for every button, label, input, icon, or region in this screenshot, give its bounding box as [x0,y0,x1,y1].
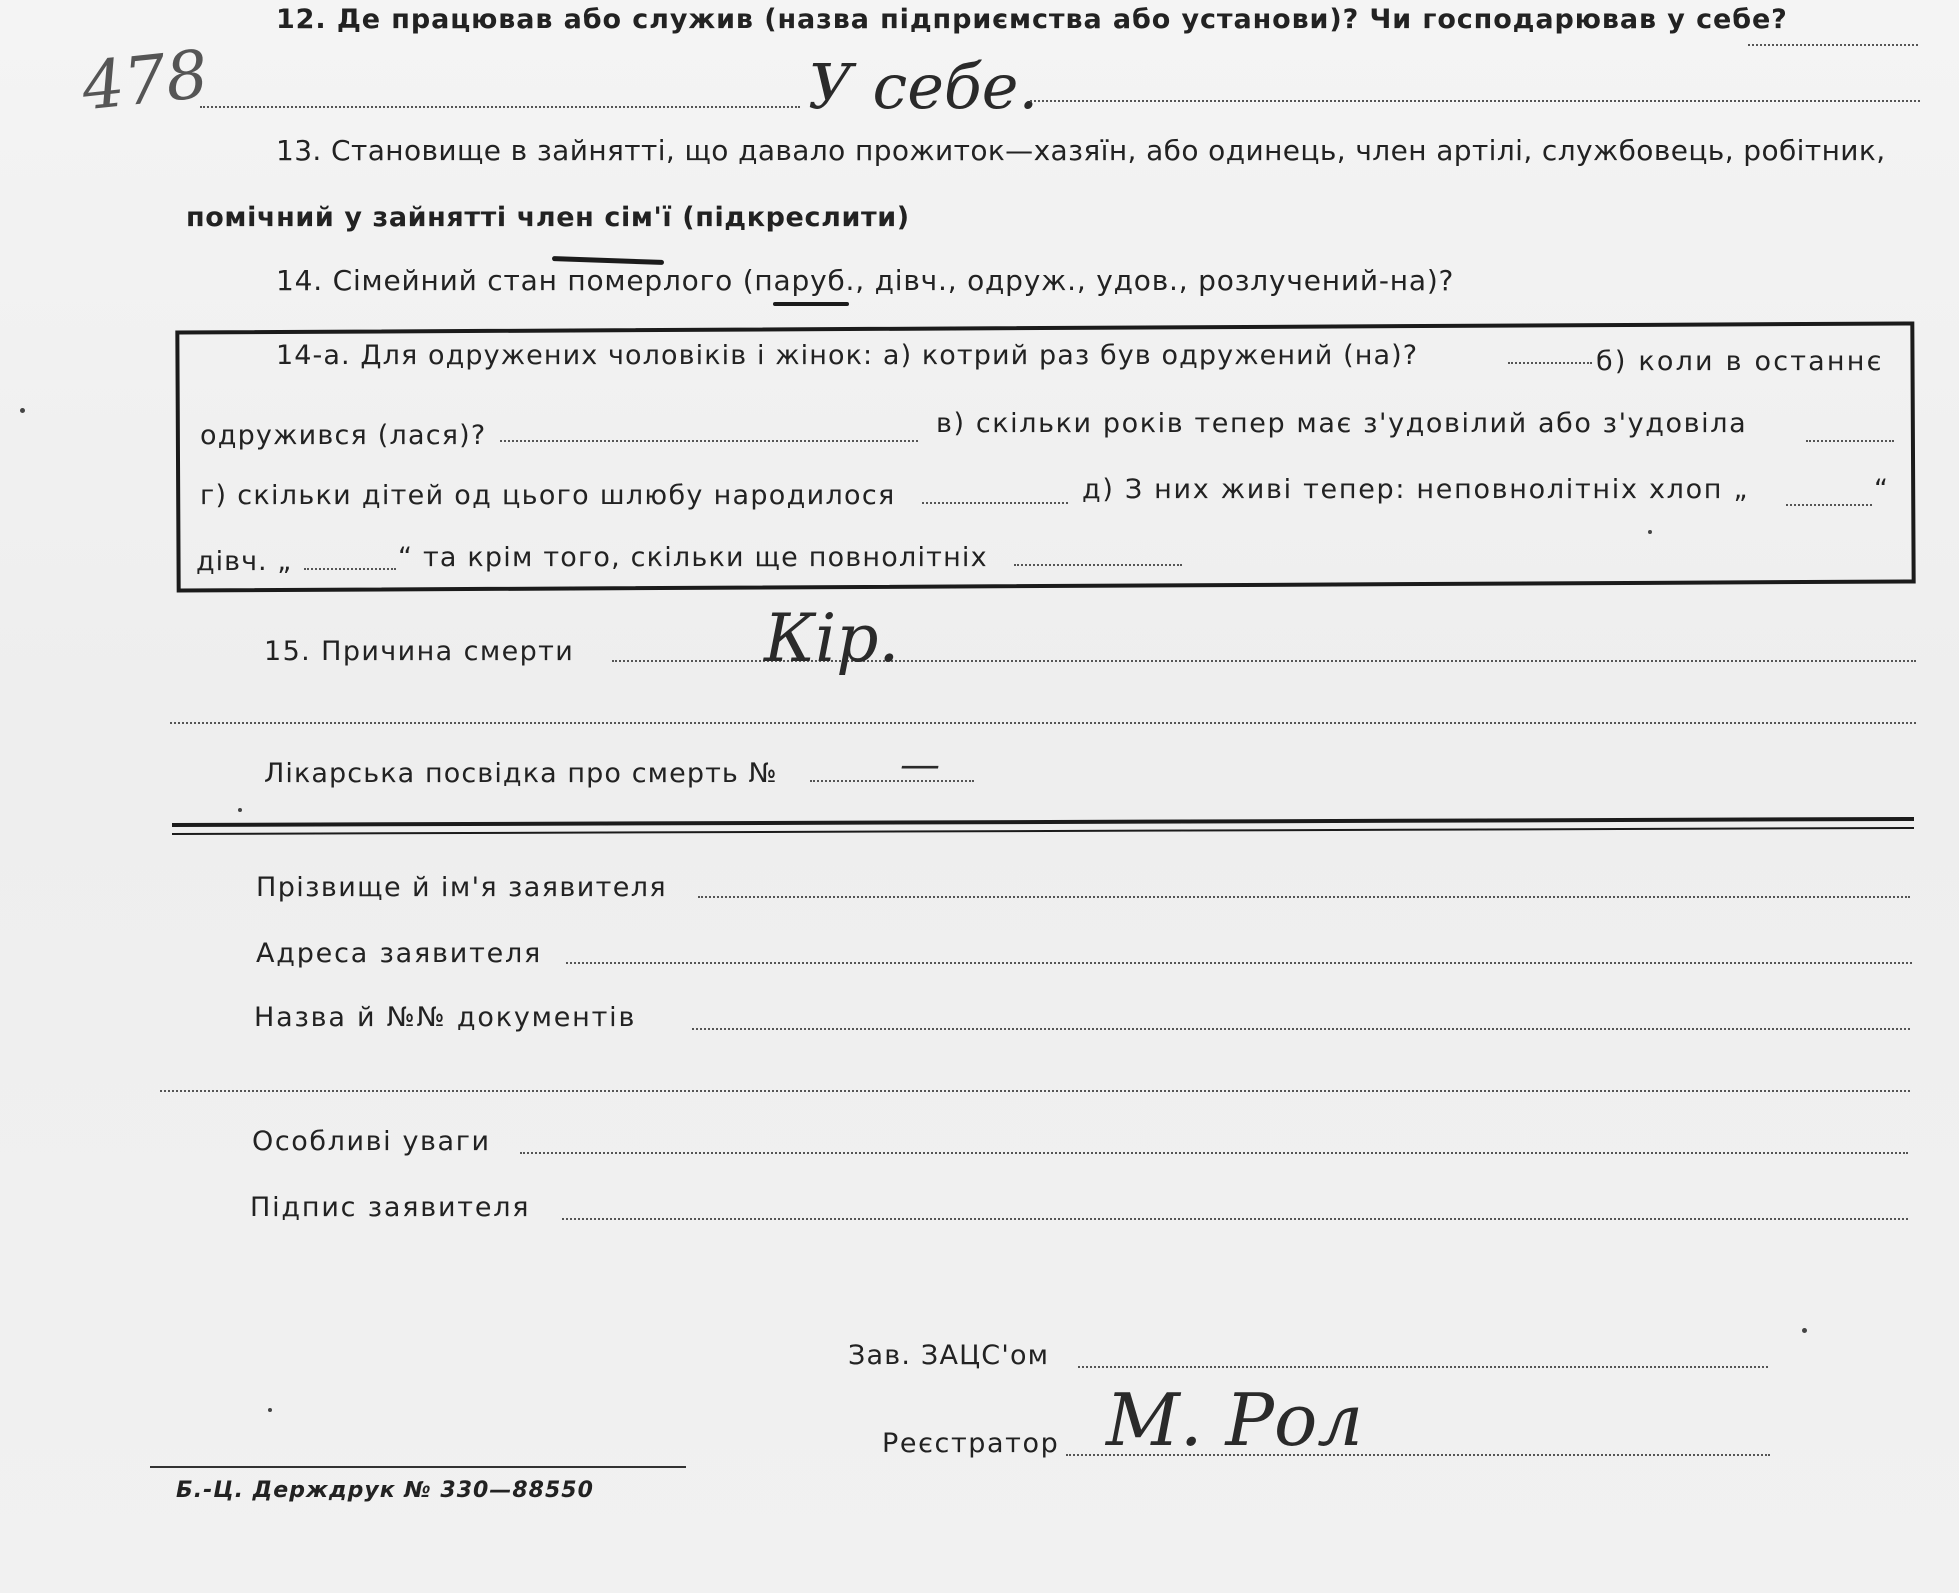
paper-speck [20,408,25,413]
applicant-name-label: Прізвище й ім'я заявителя [256,872,668,903]
q14-underline-mark [773,302,849,306]
q14a-line1-a: 14-а. Для одружених чоловіків і жінок: а) котрий раз був одружений (на)? [276,340,1419,371]
q14a-line3-dots-end [1786,504,1872,506]
q14a-line3-dots [922,502,1068,504]
applicant-address-dots [566,962,1912,964]
q13-line1: 13. Становище в зайнятті, що давало прожиток—хазяїн, або одинець, член артілі, службовець, робітник, [276,134,1886,167]
q14a-line4-dots [304,568,396,570]
q15-label: 15. Причина смерти [264,636,575,667]
medical-answer: — [900,742,940,788]
applicant-docs-dots-line2 [160,1090,1910,1092]
q13-line2: помічний у зайнятті член сім'ї (підкреслити) [186,202,910,233]
q14a-line2-b: в) скільки років тепер має з'удовілий або з'удовіла [936,408,1748,439]
applicant-docs-label: Назва й №№ документів [254,1002,637,1033]
section-divider-bottom [172,827,1914,835]
medical-label: Лікарська посвідка про смерть № [264,758,778,789]
q12-label: 12. Де працював або служив (назва підприємства або установи)? Чи господарював у себе? [276,4,1788,35]
office-registrar-label: Реєстратор [882,1428,1060,1459]
applicant-notes-dots [520,1152,1908,1154]
q15-answer: Кір. [764,600,900,677]
q12-margin-note: 478 [78,35,212,126]
applicant-address-label: Адреса заявителя [256,938,543,969]
q12-line2-dots-right [1030,100,1920,102]
q14a-line2-a: одружився (лася)? [200,420,487,451]
q12-line2-dots [200,106,800,108]
q14a-line3-c: “ [1874,474,1889,505]
paper-speck [1802,1328,1807,1333]
printer-imprint: Б.-Ц. Держдрук № 330—88550 [176,1478,594,1503]
paper-speck [1648,530,1652,534]
applicant-docs-dots [692,1028,1910,1030]
applicant-notes-label: Особливі уваги [252,1126,491,1157]
applicant-signature-dots [562,1218,1908,1220]
q14a-line1-dots [1508,362,1592,364]
applicant-signature-label: Підпис заявителя [250,1192,531,1223]
q14-label: 14. Сімейний стан померлого (паруб., дівч., одруж., удов., розлучений-на)? [276,264,1455,297]
medical-dots [810,780,974,782]
registrar-signature: М. Рол [1106,1378,1364,1462]
q14a-line4-b: “ та крім того, скільки ще повнолітніх [398,542,988,573]
q15-line2-dots [170,722,1916,724]
section-divider-top [172,817,1914,827]
q14a-line3-a: г) скільки дітей од цього шлюбу народилося [200,480,896,511]
q14a-line4-a: дівч. „ [196,546,293,577]
office-head-label: Зав. ЗАЦС'ом [848,1340,1050,1371]
q14a-line4-dots-end [1014,564,1182,566]
applicant-name-dots [698,896,1910,898]
q14a-line2-dots [500,440,918,442]
paper-speck [268,1408,272,1412]
q14a-line2-dots-end [1806,440,1894,442]
footer-rule [150,1466,686,1468]
q14a-line3-b: д) З них живі тепер: неповнолітніх хлоп „ [1082,474,1750,505]
office-head-dots [1078,1366,1768,1368]
q12-line1-dots [1748,44,1918,46]
q14a-line1-b: б) коли в останнє [1596,346,1884,377]
paper-speck [238,808,242,812]
q12-answer: У себе. [808,50,1039,123]
